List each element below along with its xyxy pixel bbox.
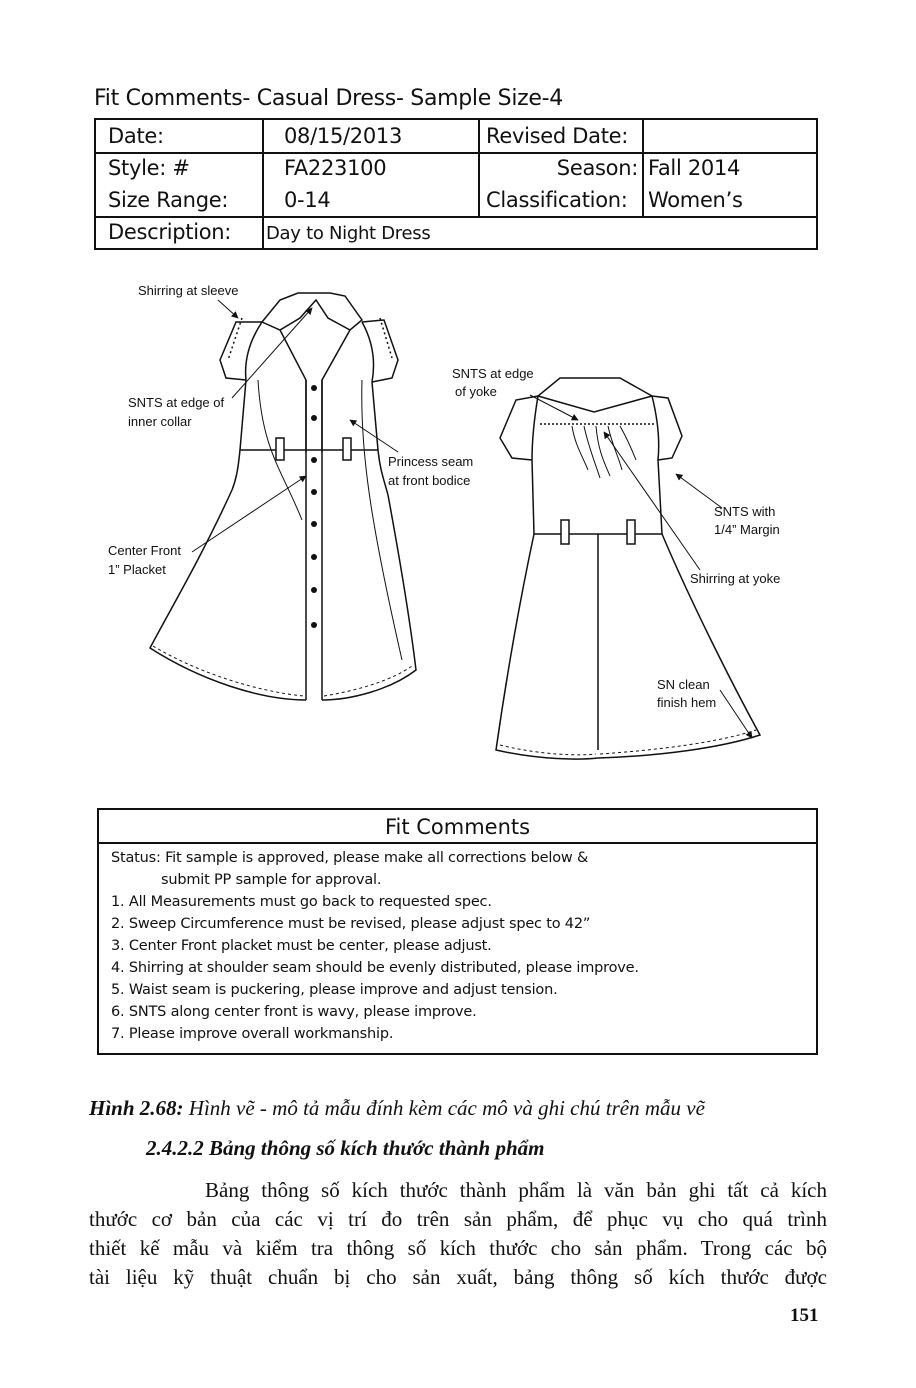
front-dress-drawing xyxy=(150,293,416,700)
fit-comment-item: 5. Waist seam is puckering, please improve and adjust tension. xyxy=(111,982,558,998)
fit-comment-item: 3. Center Front placket must be center, please adjust. xyxy=(111,938,492,954)
fit-status-line2: submit PP sample for approval. xyxy=(161,872,382,888)
fit-comment-item: 7. Please improve overall workmanship. xyxy=(111,1026,394,1042)
annotation-snts-margin-line1: SNTS with xyxy=(714,504,776,519)
spec-table xyxy=(94,118,818,250)
fit-comments-box xyxy=(97,808,818,1055)
paragraph-line: thước cơ bản của các vị trí đo trên sản phẩm, để phục vụ cho quá trình xyxy=(89,1207,827,1231)
season-value: Fall 2014 xyxy=(648,156,741,180)
description-label: Description: xyxy=(108,220,232,244)
spec-row-date xyxy=(96,120,816,154)
figure-caption-text: Hình vẽ - mô tả mẫu đính kèm các mô và ghi chú trên mẫu vẽ xyxy=(183,1096,705,1120)
annotation-shirring-yoke: Shirring at yoke xyxy=(690,571,781,586)
style-value: FA223100 xyxy=(284,156,387,180)
fit-comment-item: 4. Shirring at shoulder seam should be evenly distributed, please improve. xyxy=(111,960,639,976)
spec-row-description xyxy=(96,216,816,248)
figure-caption-label: Hình 2.68: xyxy=(89,1096,184,1120)
size-range-value: 0-14 xyxy=(284,188,331,212)
figure-caption xyxy=(89,1096,705,1121)
spec-row-size xyxy=(96,184,816,218)
page-number: 151 xyxy=(790,1305,819,1326)
dress-technical-drawings xyxy=(0,270,916,780)
fit-comments-title: Fit Comments xyxy=(99,810,816,844)
annotation-snts-yoke-line1: SNTS at edge xyxy=(452,366,534,381)
date-label: Date: xyxy=(108,124,164,148)
size-range-label: Size Range: xyxy=(108,188,229,212)
annotation-snts-collar-line2: inner collar xyxy=(128,414,192,429)
paragraph-line: thiết kế mẫu và kiểm tra thông số kích thước cho sản phẩm. Trong các bộ xyxy=(89,1236,827,1260)
fit-sheet-title: Fit Comments- Casual Dress- Sample Size-4 xyxy=(94,86,563,111)
annotation-center-front-line2: 1” Placket xyxy=(108,562,166,577)
classification-label: Classification: xyxy=(486,188,628,212)
annotation-center-front-line1: Center Front xyxy=(108,543,181,558)
annotation-snts-margin-line2: 1/4” Margin xyxy=(714,522,780,537)
date-value: 08/15/2013 xyxy=(284,124,403,148)
description-value: Day to Night Dress xyxy=(266,223,431,244)
annotation-snts-yoke-line2: of yoke xyxy=(455,384,497,399)
front-buttons xyxy=(311,385,317,628)
classification-value: Women’s xyxy=(648,188,743,212)
paragraph-line: tài liệu kỹ thuật chuẩn bị cho sản xuất, bảng thông số kích thước được xyxy=(89,1265,827,1289)
fit-comment-item: 1. All Measurements must go back to requested spec. xyxy=(111,894,492,910)
annotation-hem-line2: finish hem xyxy=(657,695,717,710)
season-label: Season: xyxy=(556,156,638,180)
fit-status-line1: Status: Fit sample is approved, please make all corrections below & xyxy=(111,850,589,866)
annotation-princess-line1: Princess seam xyxy=(388,454,474,469)
annotation-princess-line2: at front bodice xyxy=(388,473,471,488)
annotation-snts-collar-line1: SNTS at edge of xyxy=(128,395,225,410)
section-heading: 2.4.2.2 Bảng thông số kích thước thành phẩm xyxy=(146,1136,545,1160)
spec-row-style xyxy=(96,152,816,184)
annotation-hem-line1: SN clean xyxy=(657,677,710,692)
paragraph-line: Bảng thông số kích thước thành phẩm là văn bản ghi tất cả kích xyxy=(205,1178,827,1202)
back-callout-arrows xyxy=(530,395,752,738)
back-dress-drawing xyxy=(496,378,760,759)
annotation-shirring-sleeve: Shirring at sleeve xyxy=(138,283,239,298)
revised-date-label: Revised Date: xyxy=(486,124,629,148)
front-callout-arrows xyxy=(192,300,398,552)
fit-comment-item: 6. SNTS along center front is wavy, please improve. xyxy=(111,1004,477,1020)
style-label: Style: # xyxy=(108,156,190,180)
fit-comment-item: 2. Sweep Circumference must be revised, please adjust spec to 42” xyxy=(111,916,591,932)
